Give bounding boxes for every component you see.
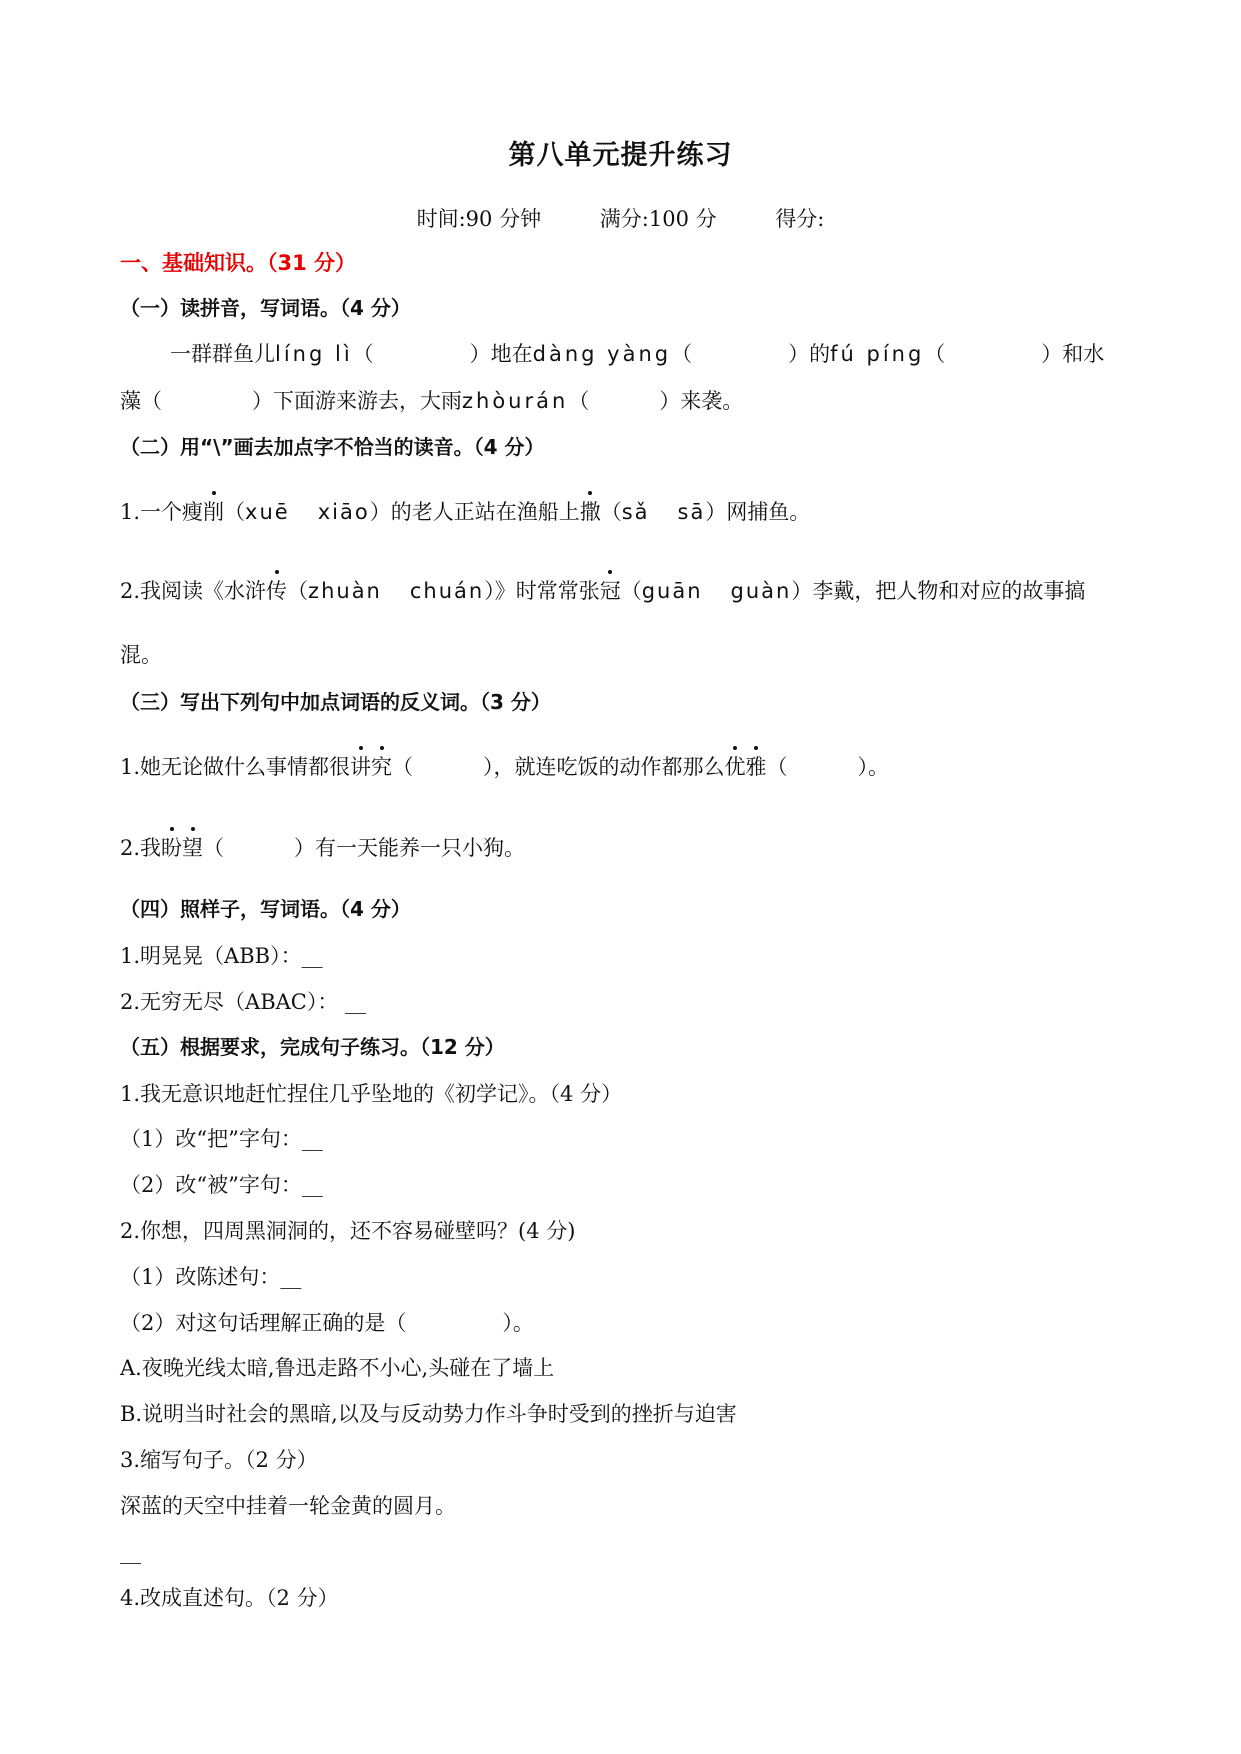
pinyin-option[interactable]: chuán — [409, 579, 485, 603]
time-info: 时间:90 分钟 — [416, 207, 542, 231]
q5-line-1: 1.我无意识地赶忙捏住几乎坠地的《初学记》。（4 分） — [120, 1082, 623, 1106]
page-title: 第八单元提升练习 — [508, 140, 733, 171]
q3-heading: （三）写出下列句中加点词语的反义词。（3 分） — [120, 690, 551, 714]
q3-sentence-1 — [120, 752, 889, 782]
q1-line-2 — [120, 386, 743, 416]
dotted-char: 优 — [725, 752, 746, 782]
q1-heading: （一）读拼音，写词语。（4 分） — [120, 296, 411, 320]
text: （ — [203, 836, 225, 860]
q5-line-10: 深蓝的天空中挂着一轮金黄的圆月。 — [120, 1494, 456, 1518]
q5-line-12: 4.改成直述句。（2 分） — [120, 1586, 339, 1610]
dotted-char: 望 — [182, 833, 203, 863]
text: ）》时常常张 — [484, 579, 600, 603]
dotted-char: 冠 — [600, 576, 621, 606]
text: 2.我阅读《水浒 — [120, 579, 267, 603]
text: ）。 — [502, 1311, 534, 1335]
text: 1.她无论做什么事情都很 — [120, 755, 351, 779]
q5-option-a: A.夜晚光线太暗,鲁迅走路不小心,头碰在了墙上 — [120, 1356, 555, 1380]
text: ），就连吃饭的动作都那么 — [483, 755, 725, 779]
dotted-char: 削 — [203, 497, 224, 527]
dotted-char: 盼 — [161, 833, 182, 863]
pinyin-option[interactable]: guàn — [730, 579, 792, 603]
text: （ — [766, 755, 788, 779]
pinyin-option[interactable]: sǎ — [621, 500, 650, 524]
text: 1.一个瘦 — [120, 500, 204, 524]
pinyin-option[interactable]: guān — [641, 579, 703, 603]
text: （ — [392, 755, 414, 779]
q5-line-9: 3.缩写句子。（2 分） — [120, 1448, 318, 1472]
q2-heading: （二）用“\”画去加点字不恰当的读音。（4 分） — [120, 435, 545, 459]
q2-sentence-2-cont: 混。 — [120, 643, 162, 667]
text: ）下面游来游去，大雨 — [252, 389, 462, 413]
q5-answer-line[interactable]: __ — [120, 1540, 141, 1564]
section-heading-basics: 一、基础知识。（31 分） — [120, 251, 357, 275]
q2-sentence-2 — [120, 576, 1085, 606]
text: （2）对这句话理解正确的是（ — [120, 1311, 407, 1335]
dotted-char: 传 — [266, 576, 287, 606]
pinyin: fú píng — [830, 342, 925, 366]
q4-item-2[interactable]: 2.无穷无尽（ABAC）： __ — [120, 990, 367, 1014]
pinyin-option[interactable]: sā — [677, 500, 706, 524]
text: （ — [924, 342, 946, 366]
text: 藻（ — [120, 389, 162, 413]
text: （ — [600, 500, 622, 524]
text: （ — [671, 342, 693, 366]
q5-line-5[interactable]: （1）改陈述句：__ — [120, 1265, 302, 1289]
text: （ — [620, 579, 642, 603]
q5-line-3[interactable]: （2）改“被”字句：__ — [120, 1173, 323, 1197]
dotted-char: 雅 — [746, 752, 767, 782]
dotted-char: 撒 — [580, 497, 601, 527]
text: （ — [287, 579, 309, 603]
text: ）的老人正站在渔船上 — [369, 500, 580, 524]
score-info: 得分: — [775, 207, 825, 231]
text: ）李戴，把人物和对应的故事搞 — [791, 579, 1086, 603]
text: 2.我 — [120, 836, 162, 860]
q5-option-b: B.说明当时社会的黑暗,以及与反动势力作斗争时受到的挫折与迫害 — [120, 1402, 737, 1426]
text: （ — [352, 342, 374, 366]
text: 一群群鱼儿 — [170, 342, 275, 366]
text: ）网捕鱼。 — [705, 500, 811, 524]
q3-sentence-2 — [120, 833, 525, 863]
text: ）和水 — [1041, 342, 1105, 366]
q5-line-2[interactable]: （1）改“把”字句：__ — [120, 1127, 323, 1151]
text: ）。 — [857, 755, 890, 779]
q1-line-1 — [170, 339, 1104, 369]
pinyin-option[interactable]: zhuàn — [308, 579, 382, 603]
q5-line-4: 2.你想，四周黑洞洞的，还不容易碰壁吗？(4 分) — [120, 1219, 576, 1243]
text: ）地在 — [469, 342, 533, 366]
dotted-char: 讲 — [350, 752, 371, 782]
pinyin: líng lì — [275, 342, 353, 366]
pinyin-option[interactable]: xuē — [245, 500, 290, 524]
text: ）的 — [788, 342, 831, 366]
q5-line-6 — [120, 1308, 534, 1338]
q4-heading: （四）照样子，写词语。（4 分） — [120, 897, 411, 921]
dotted-char: 究 — [371, 752, 392, 782]
full-score-info: 满分:100 分 — [599, 207, 717, 231]
pinyin-option[interactable]: xiāo — [317, 500, 370, 524]
pinyin: zhòurán — [462, 389, 569, 413]
pinyin: dàng yàng — [532, 342, 672, 366]
text: （ — [568, 389, 590, 413]
q2-sentence-1 — [120, 497, 810, 527]
text: （ — [224, 500, 246, 524]
text: ）来袭。 — [659, 389, 744, 413]
exam-info — [0, 203, 1241, 233]
q5-heading: （五）根据要求，完成句子练习。（12 分） — [120, 1035, 505, 1059]
q4-item-1[interactable]: 1.明晃晃（ABB）：__ — [120, 944, 323, 968]
text: ）有一天能养一只小狗。 — [294, 836, 526, 860]
